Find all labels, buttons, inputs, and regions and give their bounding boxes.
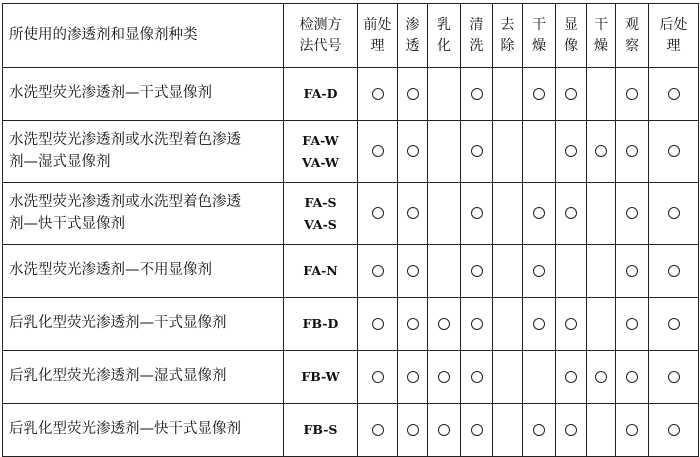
step-header-line: 干 (594, 16, 608, 33)
step-cell-remove (493, 121, 523, 183)
step-applied-circle-icon (668, 424, 680, 436)
step-applied-circle-icon (668, 371, 680, 383)
step-cell-pretreat (358, 298, 398, 351)
step-cell-dry2 (587, 68, 616, 121)
step-cell-observe (616, 183, 649, 245)
step-header-line: 察 (625, 37, 639, 54)
step-cell-posttreat (649, 121, 699, 183)
step-cell-pretreat (358, 183, 398, 245)
step-applied-circle-icon (595, 371, 607, 383)
step-cell-dry2 (587, 183, 616, 245)
step-cell-observe (616, 351, 649, 404)
step-applied-circle-icon (533, 424, 545, 436)
method-code-header-line: 法代号 (299, 37, 342, 54)
penetrant-type-cell (3, 245, 284, 298)
step-header-line: 化 (437, 37, 451, 54)
step-cell-dry1 (523, 404, 556, 457)
step-cell-dry1 (523, 351, 556, 404)
step-applied-circle-icon (407, 424, 419, 436)
type-column-header: 所使用的渗透剂和显像剂种类 (3, 4, 284, 68)
step-cell-dry2 (587, 245, 616, 298)
step-cell-develop (556, 68, 587, 121)
method-code-cell (284, 68, 358, 121)
method-code-cell (284, 298, 358, 351)
step-applied-circle-icon (438, 318, 450, 330)
step-cell-observe (616, 121, 649, 183)
step-header-emulsify (428, 4, 461, 68)
penetrant-type-line: 剂—湿式显像剂 (9, 153, 111, 170)
step-cell-develop (556, 183, 587, 245)
method-code: FB-S (303, 422, 338, 438)
method-code-cell (284, 183, 358, 245)
step-cell-observe (616, 245, 649, 298)
step-applied-circle-icon (407, 145, 419, 157)
step-cell-develop (556, 121, 587, 183)
step-cell-clean (461, 183, 493, 245)
step-applied-circle-icon (471, 207, 483, 219)
step-applied-circle-icon (533, 265, 545, 277)
step-cell-dry2 (587, 404, 616, 457)
step-cell-dry1 (523, 68, 556, 121)
step-applied-circle-icon (668, 145, 680, 157)
step-cell-clean (461, 298, 493, 351)
step-header-line: 洗 (469, 37, 484, 54)
penetrant-type-line: 水洗型荧光渗透剂—不用显像剂 (9, 262, 212, 279)
table-header-row (3, 4, 699, 68)
step-cell-dry2 (587, 298, 616, 351)
table-row (3, 404, 699, 457)
penetrant-type-cell (3, 121, 284, 183)
step-header-pretreat (358, 4, 398, 68)
table-body (3, 68, 699, 457)
step-applied-circle-icon (626, 424, 638, 436)
step-cell-remove (493, 298, 523, 351)
step-cell-remove (493, 183, 523, 245)
step-cell-clean (461, 245, 493, 298)
step-cell-posttreat (649, 183, 699, 245)
penetrant-type-cell (3, 183, 284, 245)
step-applied-circle-icon (471, 88, 483, 100)
step-applied-circle-icon (668, 207, 680, 219)
method-code: FA-N (303, 263, 338, 279)
step-applied-circle-icon (565, 424, 577, 436)
step-cell-emulsify (428, 245, 461, 298)
step-applied-circle-icon (626, 265, 638, 277)
step-applied-circle-icon (471, 145, 483, 157)
step-cell-pretreat (358, 68, 398, 121)
penetrant-method-table (2, 3, 699, 457)
step-header-line: 去 (500, 16, 515, 33)
step-header-line: 理 (666, 37, 681, 54)
step-applied-circle-icon (533, 88, 545, 100)
step-applied-circle-icon (438, 371, 450, 383)
table-row (3, 121, 699, 183)
table-row (3, 245, 699, 298)
step-cell-penetrate (398, 183, 428, 245)
step-applied-circle-icon (372, 88, 384, 100)
step-applied-circle-icon (565, 88, 577, 100)
method-code: FB-W (301, 369, 340, 385)
step-header-line: 除 (500, 37, 515, 54)
step-applied-circle-icon (595, 145, 607, 157)
step-cell-develop (556, 351, 587, 404)
step-cell-emulsify (428, 121, 461, 183)
step-header-dry-1 (523, 4, 556, 68)
step-applied-circle-icon (372, 207, 384, 219)
step-cell-remove (493, 351, 523, 404)
step-applied-circle-icon (626, 207, 638, 219)
penetrant-type-line: 后乳化型荧光渗透剂—快干式显像剂 (9, 421, 241, 438)
step-cell-observe (616, 298, 649, 351)
step-applied-circle-icon (372, 265, 384, 277)
step-header-line: 后处 (659, 16, 688, 33)
step-cell-penetrate (398, 68, 428, 121)
step-applied-circle-icon (565, 318, 577, 330)
step-header-posttreat (649, 4, 699, 68)
step-cell-develop (556, 298, 587, 351)
method-code: FA-W (302, 133, 339, 149)
step-header-penetrate (398, 4, 428, 68)
step-header-line: 燥 (532, 37, 546, 54)
table-row (3, 183, 699, 245)
step-applied-circle-icon (407, 318, 419, 330)
step-applied-circle-icon (471, 371, 483, 383)
step-header-line: 显 (564, 16, 578, 33)
step-cell-posttreat (649, 68, 699, 121)
penetrant-type-line: 后乳化型荧光渗透剂—湿式显像剂 (9, 368, 227, 385)
step-cell-dry1 (523, 183, 556, 245)
method-code: FA-S (304, 195, 337, 211)
method-code-cell (284, 404, 358, 457)
method-code: VA-W (302, 154, 339, 170)
step-applied-circle-icon (626, 88, 638, 100)
step-applied-circle-icon (471, 265, 483, 277)
step-applied-circle-icon (471, 424, 483, 436)
step-applied-circle-icon (471, 318, 483, 330)
step-cell-posttreat (649, 298, 699, 351)
step-applied-circle-icon (372, 145, 384, 157)
step-applied-circle-icon (372, 424, 384, 436)
table-row (3, 351, 699, 404)
step-applied-circle-icon (407, 207, 419, 219)
penetrant-type-cell (3, 404, 284, 457)
step-cell-emulsify (428, 298, 461, 351)
step-cell-clean (461, 68, 493, 121)
step-header-line: 理 (370, 37, 385, 54)
step-cell-develop (556, 404, 587, 457)
step-cell-emulsify (428, 183, 461, 245)
method-code: VA-S (304, 216, 337, 232)
penetrant-type-line: 后乳化型荧光渗透剂—干式显像剂 (9, 315, 227, 332)
step-cell-penetrate (398, 245, 428, 298)
penetrant-type-line: 水洗型荧光渗透剂—干式显像剂 (9, 85, 212, 102)
method-code-cell (284, 351, 358, 404)
step-cell-dry2 (587, 121, 616, 183)
step-cell-penetrate (398, 404, 428, 457)
step-header-remove (493, 4, 523, 68)
step-applied-circle-icon (372, 318, 384, 330)
penetrant-type-cell (3, 68, 284, 121)
step-cell-dry2 (587, 351, 616, 404)
step-applied-circle-icon (407, 371, 419, 383)
step-cell-penetrate (398, 298, 428, 351)
step-cell-posttreat (649, 245, 699, 298)
step-cell-clean (461, 404, 493, 457)
step-cell-posttreat (649, 351, 699, 404)
step-cell-clean (461, 351, 493, 404)
penetrant-type-line: 剂—快干式显像剂 (9, 215, 125, 232)
step-cell-remove (493, 245, 523, 298)
step-applied-circle-icon (407, 88, 419, 100)
step-cell-remove (493, 404, 523, 457)
step-applied-circle-icon (668, 265, 680, 277)
step-cell-penetrate (398, 121, 428, 183)
step-header-line: 燥 (594, 37, 608, 54)
table-row (3, 298, 699, 351)
step-cell-pretreat (358, 245, 398, 298)
step-applied-circle-icon (565, 207, 577, 219)
step-applied-circle-icon (438, 424, 450, 436)
step-header-line: 清 (469, 16, 484, 33)
step-cell-observe (616, 404, 649, 457)
step-header-develop (556, 4, 587, 68)
step-header-observe (616, 4, 649, 68)
step-header-line: 渗 (405, 16, 420, 33)
step-cell-penetrate (398, 351, 428, 404)
penetrant-type-line: 水洗型荧光渗透剂或水洗型着色渗透 (9, 132, 241, 149)
step-cell-emulsify (428, 68, 461, 121)
step-cell-dry1 (523, 245, 556, 298)
step-header-line: 像 (564, 37, 578, 54)
penetrant-type-cell (3, 351, 284, 404)
step-applied-circle-icon (533, 207, 545, 219)
step-cell-clean (461, 121, 493, 183)
method-code-cell (284, 245, 358, 298)
step-header-line: 前处 (363, 16, 392, 33)
table-row (3, 68, 699, 121)
step-applied-circle-icon (626, 371, 638, 383)
method-code-cell (284, 121, 358, 183)
step-applied-circle-icon (565, 371, 577, 383)
step-cell-dry1 (523, 121, 556, 183)
step-applied-circle-icon (626, 145, 638, 157)
step-cell-pretreat (358, 404, 398, 457)
step-header-dry-2 (587, 4, 616, 68)
method-code-column-header (284, 4, 358, 68)
step-header-line: 乳 (437, 16, 451, 33)
step-header-line: 观 (625, 16, 639, 33)
step-cell-pretreat (358, 121, 398, 183)
step-header-line: 透 (405, 37, 420, 54)
step-applied-circle-icon (668, 88, 680, 100)
step-cell-remove (493, 68, 523, 121)
method-code: FA-D (303, 86, 338, 102)
step-cell-emulsify (428, 404, 461, 457)
step-header-clean (461, 4, 493, 68)
step-applied-circle-icon (668, 318, 680, 330)
step-cell-develop (556, 245, 587, 298)
method-code: FB-D (302, 316, 339, 332)
step-cell-posttreat (649, 404, 699, 457)
penetrant-type-line: 水洗型荧光渗透剂或水洗型着色渗透 (9, 194, 241, 211)
step-applied-circle-icon (372, 371, 384, 383)
step-header-line: 干 (532, 16, 546, 33)
step-applied-circle-icon (533, 318, 545, 330)
step-cell-emulsify (428, 351, 461, 404)
step-applied-circle-icon (626, 318, 638, 330)
step-applied-circle-icon (407, 265, 419, 277)
penetrant-type-cell (3, 298, 284, 351)
step-cell-dry1 (523, 298, 556, 351)
step-cell-observe (616, 68, 649, 121)
step-applied-circle-icon (565, 145, 577, 157)
step-cell-pretreat (358, 351, 398, 404)
method-code-header-line: 检测方 (299, 17, 342, 34)
